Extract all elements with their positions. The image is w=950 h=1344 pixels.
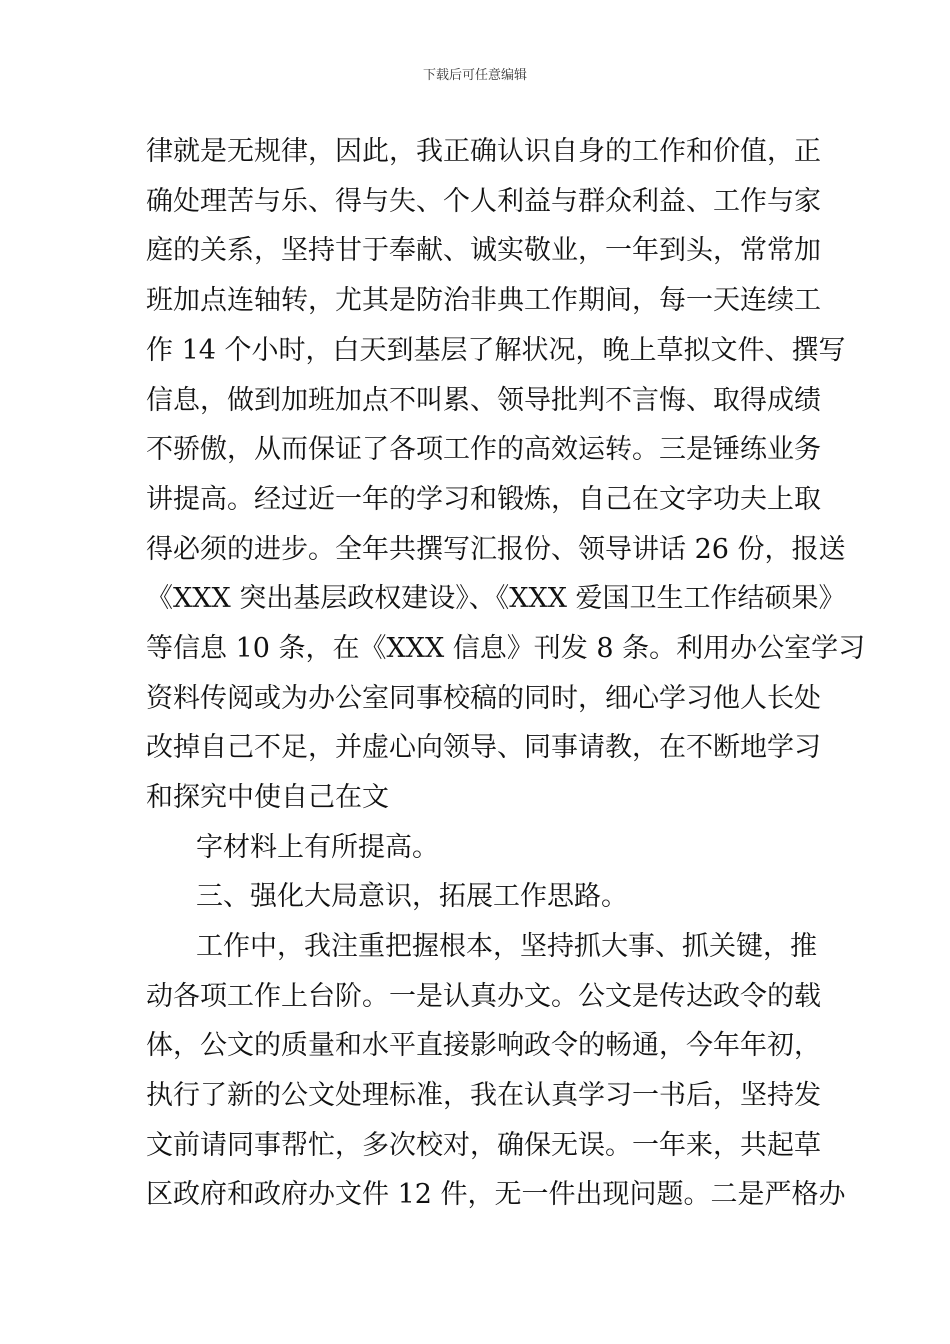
text-line: 改掉自己不足，并虚心向领导、同事请教，在不断地学习 [146, 732, 821, 763]
text-line: 班加点连轴转，尤其是防治非典工作期间，每一天连续工 [146, 285, 821, 316]
text-line: 等信息 10 条，在《XXX 信息》刊发 8 条。利用办公室学习 [146, 633, 866, 664]
text-line: 讲提高。经过近一年的学习和锻炼，自己在文字功夫上取 [146, 484, 821, 515]
text-line: 作 14 个小时，白天到基层了解状况，晚上草拟文件、撰写 [146, 335, 846, 366]
text-line: 信息，做到加班加点不叫累、领导批判不言悔、取得成绩 [146, 385, 821, 416]
text-line: 律就是无规律，因此，我正确认识自身的工作和价值，正 [146, 136, 821, 167]
text-line: 动各项工作上台阶。一是认真办文。公文是传达政令的载 [146, 981, 821, 1012]
text-line: 区政府和政府办文件 12 件，无一件出现问题。二是严格办 [146, 1179, 846, 1210]
text-line: 不骄傲，从而保证了各项工作的高效运转。三是锤练业务 [146, 434, 821, 465]
text-line: 字材料上有所提高。 [196, 832, 439, 863]
text-line: 确处理苦与乐、得与失、个人利益与群众利益、工作与家 [146, 186, 821, 217]
text-line: 《XXX 突出基层政权建设》、《XXX 爱国卫生工作结硕果》 [146, 583, 846, 614]
text-line: 资料传阅或为办公室同事校稿的同时，细心学习他人长处 [146, 683, 821, 714]
text-line: 得必须的进步。全年共撰写汇报份、领导讲话 26 份，报送 [146, 534, 846, 565]
text-line: 执行了新的公文处理标准，我在认真学习一书后，坚持发 [146, 1080, 821, 1111]
text-line: 工作中，我注重把握根本，坚持抓大事、抓关键，推 [196, 931, 817, 962]
text-line: 体，公文的质量和水平直接影响政令的畅通，今年年初， [146, 1030, 821, 1061]
text-line: 文前请同事帮忙，多次校对，确保无误。一年来，共起草 [146, 1130, 821, 1161]
page-header: 下载后可任意编辑 [422, 68, 527, 83]
section-heading: 三、强化大局意识，拓展工作思路。 [196, 881, 628, 912]
text-line: 和探究中使自己在文 [146, 782, 389, 813]
text-line: 庭的关系，坚持甘于奉献、诚实敬业，一年到头，常常加 [146, 235, 821, 266]
